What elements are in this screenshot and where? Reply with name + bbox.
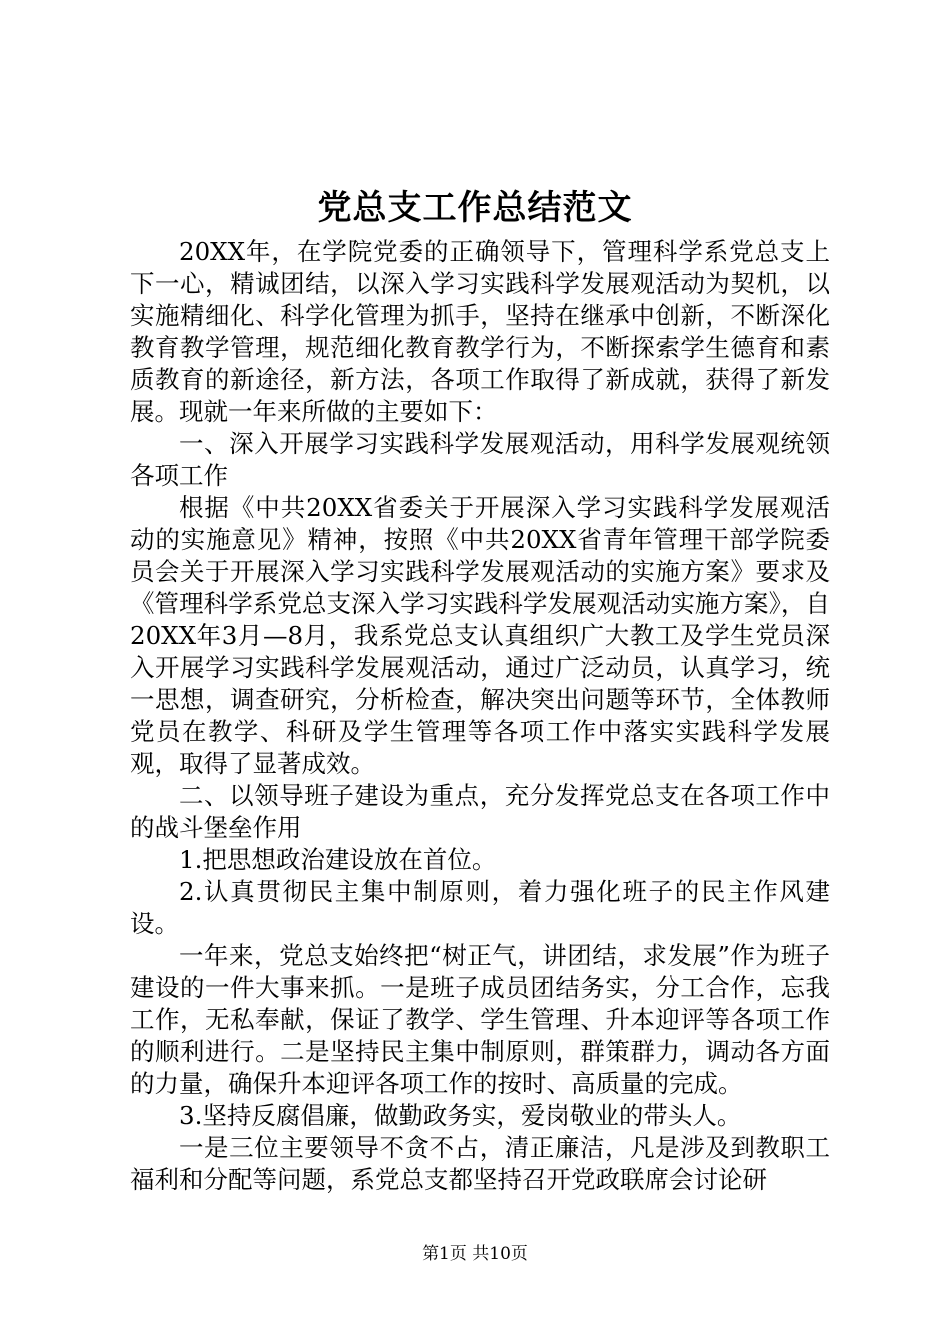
list-item-2: 2.认真贯彻民主集中制原则，着力强化班子的民主作风建设。 [130, 877, 830, 938]
document-body [130, 236, 830, 1196]
page-footer: 第1页 共10页 [422, 1244, 528, 1264]
paragraph-integrity: 一是三位主要领导不贪不占，清正廉洁，凡是涉及到教职工福利和分配等问题，系党总支都坚持召开党政联席会讨论研 [130, 1133, 830, 1194]
section-heading-2: 二、以领导班子建设为重点，充分发挥党总支在各项工作中的战斗堡垒作用 [130, 781, 830, 842]
paragraph-intro: 20XX年，在学院党委的正确领导下，管理科学系党总支上下一心，精诚团结，以深入学习实践科学发展观活动为契机，以实施精细化、科学化管理为抓手，坚持在继承中创新，不断深化教育教学管理，规范细化教育教学行为，不断探索学生德育和素质教育的新途径，新方法，各项工作取得了新成就，获得了新发展。现就一年来所做的主要如下： [130, 237, 830, 426]
document-title: 党总支工作总结范文 [317, 188, 633, 228]
paragraph-section-1: 根据《中共20XX省委关于开展深入学习实践科学发展观活动的实施意见》精神，按照《中共20XX省青年管理干部学院委员会关于开展深入学习实践科学发展观活动的实施方案》要求及《管理科学系党总支深入学习实践科学发展观活动实施方案》，自20XX年3月—8月，我系党总支认真组织广大教工及学生党员深入开展学习实践科学发展观活动，通过广泛动员，认真学习，统一思想，调查研究，分析检查，解决突出问题等环节，全体教师党员在教学、科研及学生管理等各项工作中落实实践科学发展观，取得了显著成效。 [130, 493, 830, 778]
section-heading-1: 一、深入开展学习实践科学发展观活动，用科学发展观统领各项工作 [130, 429, 830, 490]
list-item-1: 1.把思想政治建设放在首位。 [179, 845, 497, 874]
list-item-3: 3.坚持反腐倡廉，做勤政务实，爱岗敬业的带头人。 [179, 1101, 742, 1130]
paragraph-team-building: 一年来，党总支始终把“树正气，讲团结，求发展”作为班子建设的一件大事来抓。一是班子成员团结务实，分工合作，忘我工作，无私奉献，保证了教学、学生管理、升本迎评等各项工作的顺利进行。二是坚持民主集中制原则，群策群力，调动各方面的力量，确保升本迎评各项工作的按时、高质量的完成。 [130, 941, 830, 1098]
